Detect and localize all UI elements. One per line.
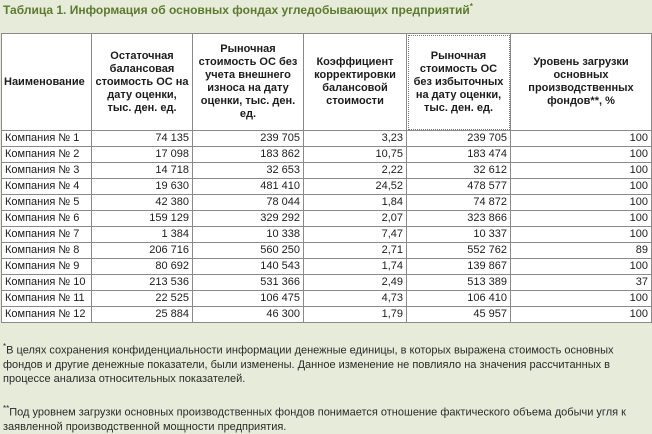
header-market-value-excess: Рыночная стоимость ОС без избыточных на дату оценки, тыс. ден. ед.	[407, 34, 511, 131]
table-row	[2, 307, 652, 323]
cell-adjustment-coefficient: 7,47	[304, 227, 407, 243]
footnote-2	[3, 402, 638, 434]
cell-market-value: 78 044	[193, 195, 304, 211]
cell-book-value: 17 098	[92, 147, 193, 163]
cell-company-name: Компания № 11	[2, 291, 92, 307]
table-row	[2, 291, 652, 307]
cell-market-value-excess: 478 577	[407, 179, 511, 195]
cell-utilization: 89	[511, 243, 652, 259]
cell-market-value: 32 653	[193, 163, 304, 179]
cell-utilization: 100	[511, 259, 652, 275]
cell-book-value: 74 135	[92, 131, 193, 147]
cell-company-name: Компания № 10	[2, 275, 92, 291]
cell-utilization: 100	[511, 291, 652, 307]
cell-book-value: 159 129	[92, 211, 193, 227]
header-market-value: Рыночная стоимость ОС без учета внешнего износа на дату оценки, тыс. ден. ед.	[193, 34, 304, 131]
cell-book-value: 25 884	[92, 307, 193, 323]
cell-adjustment-coefficient: 1,79	[304, 307, 407, 323]
cell-market-value-excess: 10 337	[407, 227, 511, 243]
cell-market-value: 106 475	[193, 291, 304, 307]
cell-market-value-excess: 139 867	[407, 259, 511, 275]
table-body	[2, 131, 652, 323]
cell-adjustment-coefficient: 10,75	[304, 147, 407, 163]
cell-adjustment-coefficient: 2,07	[304, 211, 407, 227]
cell-market-value: 239 705	[193, 131, 304, 147]
cell-book-value: 1 384	[92, 227, 193, 243]
table-row	[2, 179, 652, 195]
cell-market-value-excess: 513 389	[407, 275, 511, 291]
cell-market-value: 481 410	[193, 179, 304, 195]
cell-market-value-excess: 183 474	[407, 147, 511, 163]
cell-utilization: 100	[511, 195, 652, 211]
cell-adjustment-coefficient: 2,71	[304, 243, 407, 259]
cell-market-value: 140 543	[193, 259, 304, 275]
table-row	[2, 163, 652, 179]
cell-adjustment-coefficient: 2,22	[304, 163, 407, 179]
table-row	[2, 211, 652, 227]
header-row	[2, 34, 652, 131]
cell-adjustment-coefficient: 1,74	[304, 259, 407, 275]
cell-company-name: Компания № 4	[2, 179, 92, 195]
cell-company-name: Компания № 5	[2, 195, 92, 211]
cell-utilization: 100	[511, 307, 652, 323]
caption-prefix: Таблица 1	[3, 3, 64, 17]
cell-book-value: 206 716	[92, 243, 193, 259]
cell-book-value: 213 536	[92, 275, 193, 291]
cell-adjustment-coefficient: 4,73	[304, 291, 407, 307]
caption-mark: *	[469, 2, 473, 11]
cell-utilization: 100	[511, 131, 652, 147]
footnote-1	[3, 340, 638, 386]
cell-market-value-excess: 239 705	[407, 131, 511, 147]
footnote-1-mark: *	[3, 342, 7, 351]
cell-book-value: 42 380	[92, 195, 193, 211]
table-row	[2, 195, 652, 211]
cell-utilization: 100	[511, 211, 652, 227]
cell-utilization: 100	[511, 227, 652, 243]
cell-market-value-excess: 32 612	[407, 163, 511, 179]
cell-market-value: 46 300	[193, 307, 304, 323]
cell-company-name: Компания № 1	[2, 131, 92, 147]
header-name: Наименование	[2, 34, 92, 131]
cell-market-value: 329 292	[193, 211, 304, 227]
footnote-2-text: Под уровнем загрузки основных производственных фондов понимается отношение фактического объема добычи угля к заявленной производственной мощности предприятия.	[3, 406, 626, 433]
cell-market-value: 183 862	[193, 147, 304, 163]
cell-market-value-excess: 552 762	[407, 243, 511, 259]
header-utilization: Уровень загрузки основных производственных фондов**, %	[511, 34, 652, 131]
header-adjustment-coefficient: Коэффициент корректировки балансовой стоимости	[304, 34, 407, 131]
cell-market-value-excess: 45 957	[407, 307, 511, 323]
cell-company-name: Компания № 2	[2, 147, 92, 163]
table-row	[2, 243, 652, 259]
cell-company-name: Компания № 6	[2, 211, 92, 227]
cell-adjustment-coefficient: 3,23	[304, 131, 407, 147]
cell-utilization: 100	[511, 147, 652, 163]
cell-company-name: Компания № 12	[2, 307, 92, 323]
cell-company-name: Компания № 9	[2, 259, 92, 275]
cell-utilization: 100	[511, 179, 652, 195]
cell-utilization: 100	[511, 163, 652, 179]
cell-company-name: Компания № 8	[2, 243, 92, 259]
cell-market-value-excess: 106 410	[407, 291, 511, 307]
table-row	[2, 259, 652, 275]
cell-book-value: 22 525	[92, 291, 193, 307]
cell-book-value: 14 718	[92, 163, 193, 179]
cell-adjustment-coefficient: 2,49	[304, 275, 407, 291]
cell-adjustment-coefficient: 24,52	[304, 179, 407, 195]
cell-market-value-excess: 323 866	[407, 211, 511, 227]
footnote-1-text: В целях сохранения конфиденциальности информации денежные единицы, в которых выражена стоимость основных фондов и другие денежные показатели, были изменены. Данное изменение не повлияло на значения рассчитанных в процессе анализа относительных показателей.	[3, 344, 614, 385]
table-row	[2, 227, 652, 243]
table-row	[2, 147, 652, 163]
cell-market-value-excess: 74 872	[407, 195, 511, 211]
fixed-assets-table	[1, 33, 652, 323]
table-row	[2, 131, 652, 147]
cell-company-name: Компания № 3	[2, 163, 92, 179]
cell-book-value: 80 692	[92, 259, 193, 275]
cell-adjustment-coefficient: 1,84	[304, 195, 407, 211]
table-caption	[3, 2, 473, 17]
table-row	[2, 275, 652, 291]
cell-company-name: Компания № 7	[2, 227, 92, 243]
caption-text: . Информация об основных фондах угледобывающих предприятий	[63, 3, 470, 17]
cell-book-value: 19 630	[92, 179, 193, 195]
cell-market-value: 10 338	[193, 227, 304, 243]
cell-market-value: 531 366	[193, 275, 304, 291]
cell-utilization: 37	[511, 275, 652, 291]
footnote-2-mark: **	[3, 404, 10, 413]
header-book-value: Остаточная балансовая стоимость ОС на дату оценки, тыс. ден. ед.	[92, 34, 193, 131]
cell-market-value: 560 250	[193, 243, 304, 259]
